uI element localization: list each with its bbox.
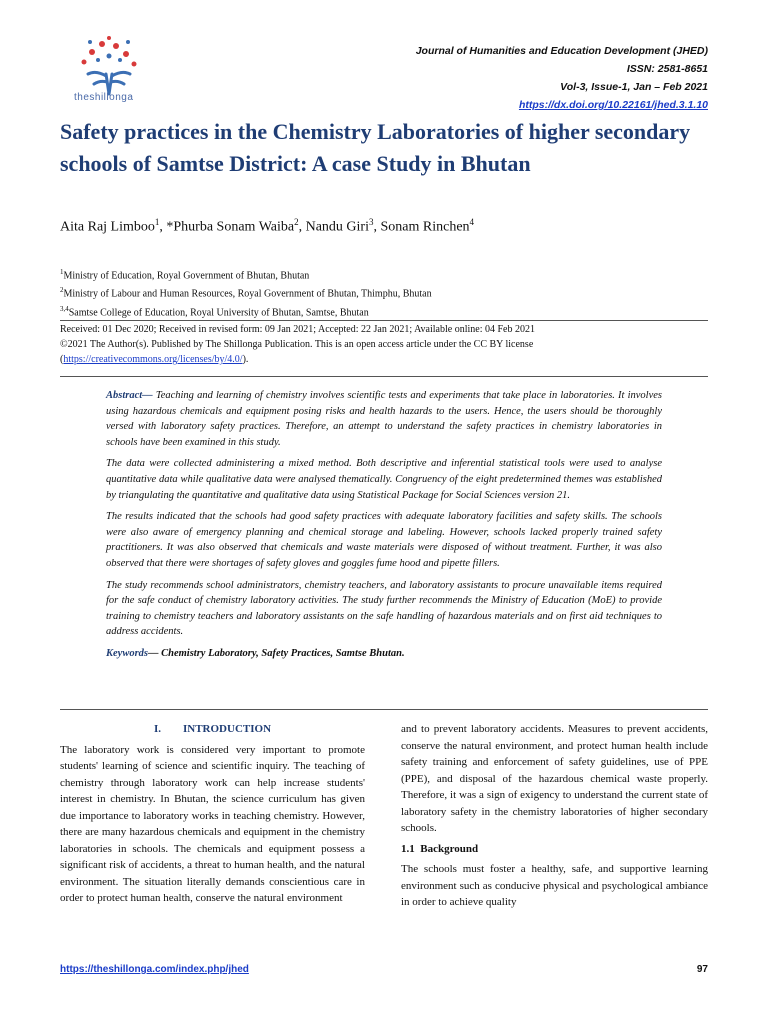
tree-logo-icon (82, 36, 137, 94)
section-heading: I. INTRODUCTION (153, 723, 272, 735)
author-name: Sonam Rinchen (380, 219, 470, 235)
abstract-label: Abstract (106, 390, 143, 401)
body-column-right (401, 721, 708, 911)
abstract-paragraph: Abstract— Teaching and learning of chemistry involves scientific tests and experiments that take place in laboratories. It involves using hazardous chemicals and equipment posing risks and health hazards to the users. Hence, the users should be thoroughly versed with laboratory safety practices. Therefore, an attempt to understand the safety practices in chemistry laboratories in schools have been examined in this study. (106, 390, 662, 448)
author-sup: 3 (369, 217, 374, 227)
affiliation: $^1$Ministry of Education, Royal Government of Bhutan, Bhutan (60, 268, 310, 282)
body-column-left (60, 721, 365, 907)
keywords-label: Keywords (106, 647, 148, 659)
author-sup: 1 (154, 217, 160, 227)
body-paragraph: The schools must foster a healthy, safe, and supportive learning environment such as conducive physical and psychological ambiance in order to achieve quality (401, 863, 708, 908)
journal-name: Journal of Humanities and Education Development (JHED) (415, 45, 708, 57)
abstract (106, 388, 662, 668)
author-name: *Phurba Sonam Waiba (166, 219, 295, 235)
subsection-heading: 1.1 Background (401, 842, 479, 855)
license-line: (https://creativecommons.org/licenses/by/4.0/). (60, 354, 249, 365)
author-name: Aita Raj Limboo (60, 219, 155, 235)
affiliation: $^{3,4}$Samtse College of Education, Royal University of Bhutan, Samtse, Bhutan (60, 304, 369, 318)
abstract-paragraph: The data were collected administering a mixed method. Both descriptive and inferential statistical tools were used to analyse quantitative data while qualitative data were analysed thematically. Congruency of the eight predetermined themes was established by triangulating the quantitative and qualitative data using Statistical Package for Social Sciences version 21. (106, 458, 662, 501)
logo-text: theshillonga (74, 92, 134, 103)
publication-history (60, 322, 708, 367)
divider (60, 376, 708, 377)
volume-issue: Vol-3, Issue-1, Jan – Feb 2021 (560, 81, 708, 93)
paper-title: Safety practices in the Chemistry Laboratories of higher secondary schools of Samtse District: A case Study in Bhutan (60, 119, 691, 176)
journal-info (416, 42, 708, 114)
affiliation: $^2$Ministry of Labour and Human Resources, Royal Government of Bhutan, Thimphu, Bhutan (60, 286, 432, 300)
author-sup: 2 (294, 217, 299, 227)
author-list: Aita Raj Limboo$^1$, *Phurba Sonam Waiba$^2$, Nandu Giri$^3$, Sonam Rinchen$^4$ (60, 217, 475, 235)
footer-link[interactable]: https://theshillonga.com/index.php/jhed (60, 964, 249, 975)
affiliations (60, 265, 432, 320)
page-number: 97 (696, 964, 708, 975)
body-paragraph: The laboratory work is considered very important to promote students' learning of science and scientific inquiry. The teaching of chemistry through laboratory work can help increase students' interest in chemistry. In Bhutan, the science curriculum has given due importance to laboratory works in teaching chemistry. However, there are many hazardous chemicals and equipment in the chemistry laboratories in schools. The chemicals and equipment possess a significant risk of accidents, a threat to human health, and the natural environment. The situation literally demands conscientious care in order to protect human health, conserve the natural environment (60, 743, 365, 904)
author-name: Nandu Giri (305, 219, 369, 235)
abstract-paragraph: The study recommends school administrators, chemistry teachers, and laboratory assistants to procure unavailable items required for the safe conduct of chemistry laboratory activities. The study further recommends the Ministry of Education (MoE) to provide training to chemistry teachers and laboratory assistants on the safe handling of hazardous materials and on first aid techniques to address accidents. (106, 579, 662, 638)
received-dates: Received: 01 Dec 2020; Received in revised form: 09 Jan 2021; Accepted: 22 Jan 2021; Available online: 04 Feb 2021 (60, 324, 535, 335)
issn: ISSN: 2581-8651 (626, 63, 708, 75)
body-paragraph: and to prevent laboratory accidents. Measures to prevent accidents, conserve the natural environment, and protect human health include safety training and enforcement of safety guidelines, use of PPE (PPE), and disposal of the hazardous chemical waste properly. Therefore, it was a sign of exigency to understand the current state of laboratory safety in the chemistry laboratories of higher secondary schools. (401, 723, 708, 834)
divider (60, 320, 708, 321)
license-text: ©2021 The Author(s). Published by The Shillonga Publication. This is an open access article under the CC BY license (60, 339, 534, 350)
license-link[interactable]: https://creativecommons.org/licenses/by/4.0/ (63, 354, 243, 365)
divider (60, 709, 708, 710)
doi-link[interactable]: https://dx.doi.org/10.22161/jhed.3.1.10 (518, 99, 708, 111)
author-sup: 4 (469, 217, 475, 227)
keywords: Keywords— Chemistry Laboratory, Safety Practices, Samtse Bhutan. (106, 647, 405, 659)
keywords-text: Chemistry Laboratory, Safety Practices, Samtse Bhutan. (161, 647, 405, 659)
abstract-paragraph: The results indicated that the schools had good safety practices with adequate laboratory facilities and safety skills. The schools were also aware of emergency planning and chemical storage and labeling. However, schools lacked properly trained safety practitioners. It was also observed that chemicals and waste materials were disposed of without treatment. Further, it was also observed that there were shortages of safety gloves and goggles fume hood and pipette fillers. (106, 511, 662, 569)
